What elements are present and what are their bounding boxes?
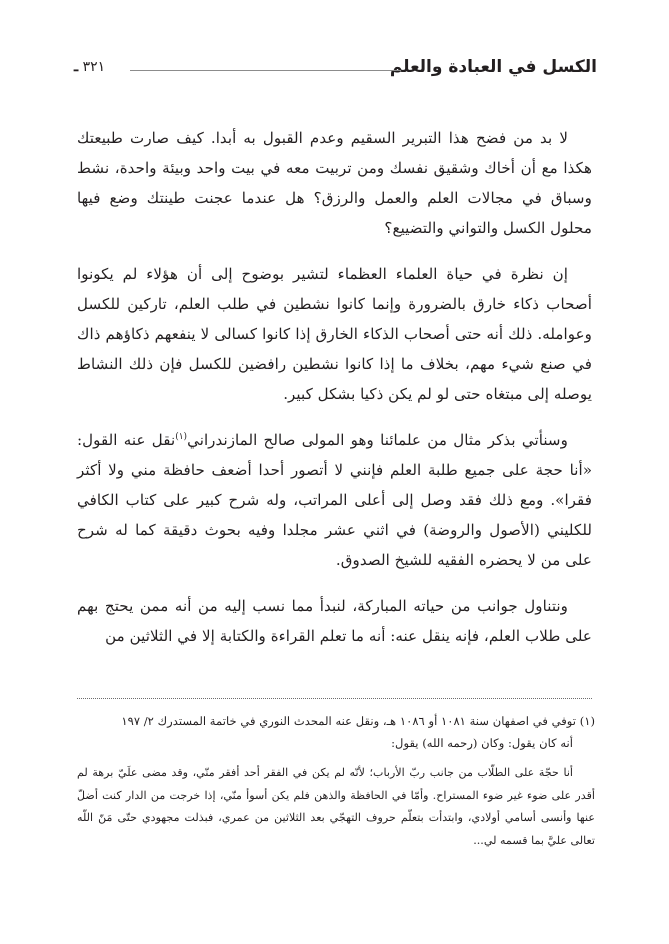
- footnote-reference[interactable]: (١): [175, 431, 188, 442]
- footnotes: [77, 710, 595, 852]
- page-number: [70, 59, 105, 75]
- main-text: [77, 123, 592, 667]
- page-number-value: ٣٢١: [82, 59, 106, 75]
- footnote-1-line-2: أنه كان يقول: وكان (رحمه الله) يقول:: [391, 736, 573, 750]
- footnote-1-line-1: (١) توفي في اصفهان سنة ١٠٨١ أو ١٠٨٦ هـ، ونقل عنه المحدث النوري في خاتمة المستدرك ٢/ ١٩٧: [121, 714, 595, 728]
- paragraph-4: ونتناول جوانب من حياته المباركة، لنبدأ مما نسب إليه من أنه ممن يحتج بهم على طلاب العلم، فإنه ينقل عنه: أنه ما تعلم القراءة والكتابة إلا في الثلاثين من: [77, 597, 592, 645]
- footnote-1-quote: أنا حجّة على الطلّاب من جانب ربّ الأرباب؛ لأنّه لم يكن في الفقر أحد أفقر منّي، وقد مضى علَيّ برهة لم أقدر على ضوء غير ضوء المستراح. وأمّا في الحافظة والذهن فلم يكن أسوأ منّي، إذا خرجت من الدار كنت أضلّ عنها وأنسى أسامي أولادي، وابتدأت بتعلّم حروف التهجّي بعد الثلاثين من عمري، فبذلت مجهودي حتّى مَنّ اللّه تعالى عليَّ بما قسمه لي...: [77, 766, 595, 847]
- paragraph-3-intro: وسنأتي بذكر مثال من علمائنا وهو المولى صالح المازندراني: [187, 431, 568, 449]
- paragraph-1: لا بد من فضح هذا التبرير السقيم وعدم القبول به أبدا. كيف صارت طبيعتك هكذا مع أن أخاك وشقيق نفسك ومن تربيت معه في بيت واحد وبيئة واحدة، نشط وسباق في مجالات العلم والعمل والرزق؟ هل عندما عجنت طينتك وضع فيها محلول الكسل والتواني والتضييع؟: [77, 129, 592, 237]
- page-number-dash: ـ: [74, 59, 79, 75]
- chapter-title: الكسل في العبادة والعلم: [389, 57, 597, 77]
- paragraph-2: إن نظرة في حياة العلماء العظماء لتشير بوضوح إلى أن هؤلاء لم يكونوا أصحاب ذكاء خارق بالضرورة وإنما كانوا نشطين في طلب العلم، تاركين للكسل وعوامله. ذلك أنه حتى أصحاب الذكاء الخارق إذا كانوا كسالى لا ينفعهم ذكاؤهم ذاك في صنع شيء مهم، بخلاف ما إذا كانوا نشطين رافضين للكسل فإن ذلك النشاط يوصله إلى مبتغاه حتى لو لم يكن ذكيا بشكل كبير.: [77, 265, 592, 403]
- header-rule: [130, 70, 401, 71]
- paragraph-3: [77, 425, 592, 575]
- footnote-separator: [77, 698, 592, 699]
- paragraph-3-rest: نقل عنه القول: «أنا حجة على جميع طلبة العلم فإنني لا أتصور أحدا أضعف حافظة مني ولا أكثر فقرا». ومع ذلك فقد وصل إلى أعلى المراتب، وله شرح كبير على كتاب الكافي للكليني (الأصول والروضة) في اثني عشر مجلدا وفيه بحوث دقيقة كما له شرح على من لا يحضره الفقيه للشيخ الصدوق.: [77, 431, 592, 569]
- running-header: [70, 50, 599, 90]
